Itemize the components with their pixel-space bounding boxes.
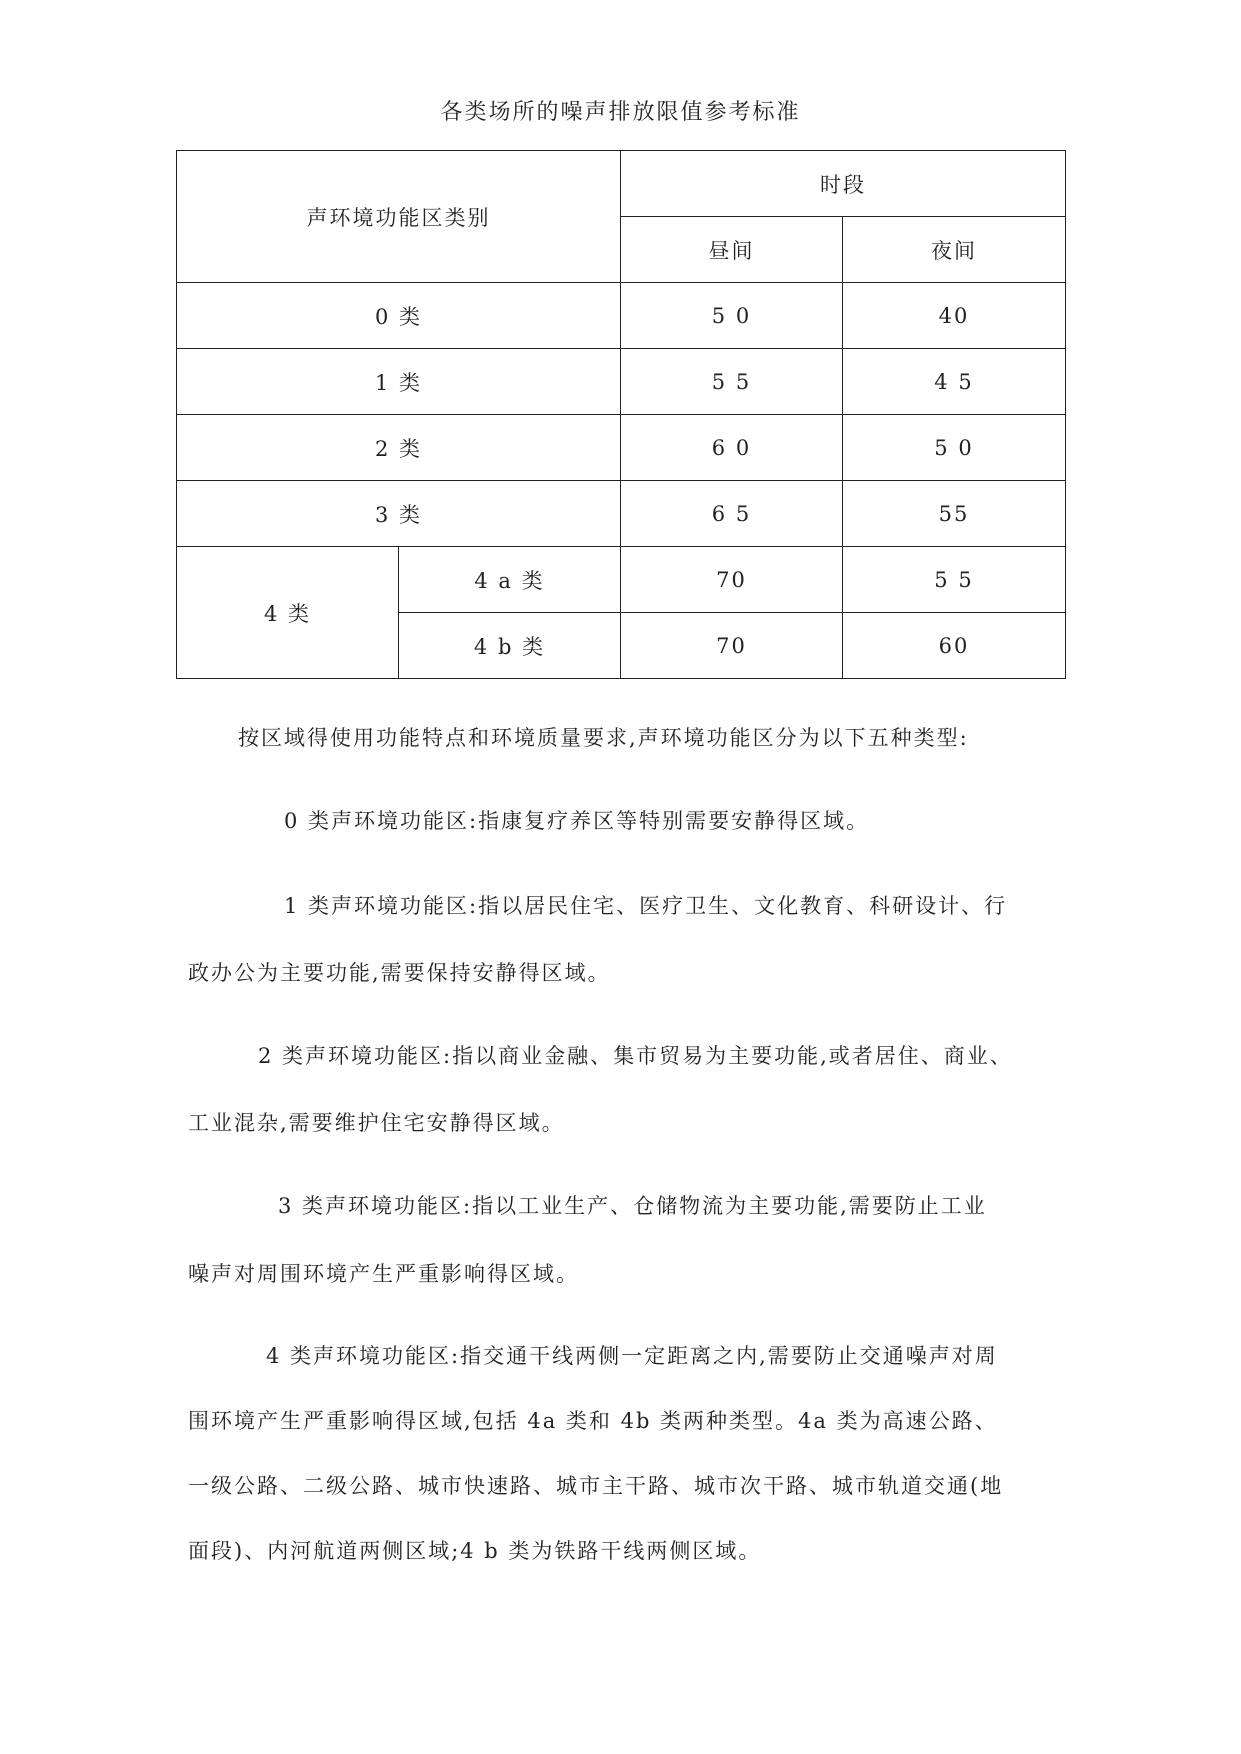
class-1-description-cont: 政办公为主要功能,需要保持安静得区域。 (188, 961, 611, 985)
table-row (177, 349, 1066, 415)
night-value-cell: 5 0 (843, 415, 1066, 481)
class-2-description-cont: 工业混杂,需要维护住宅安静得区域。 (188, 1111, 565, 1135)
day-value-cell: 70 (621, 613, 843, 679)
class-4-description-cont-1: 围环境产生严重影响得区域,包括 4a 类和 4b 类两种类型。4a 类为高速公路、 (188, 1409, 998, 1433)
day-value-cell: 6 5 (621, 481, 843, 547)
class-4-description-cont-2: 一级公路、二级公路、城市快速路、城市主干路、城市次干路、城市轨道交通(地 (188, 1474, 1004, 1498)
header-day-cell: 昼间 (621, 217, 843, 283)
day-value-cell: 70 (621, 547, 843, 613)
noise-limit-table (176, 150, 1066, 679)
day-value-cell: 5 0 (621, 283, 843, 349)
header-night-cell: 夜间 (843, 217, 1066, 283)
header-category-cell: 声环境功能区类别 (177, 151, 621, 283)
header-period-cell: 时段 (621, 151, 1066, 217)
table-row (177, 547, 1066, 613)
intro-paragraph: 按区域得使用功能特点和环境质量要求,声环境功能区分为以下五种类型: (238, 726, 969, 750)
table-row (177, 283, 1066, 349)
night-value-cell: 60 (843, 613, 1066, 679)
night-value-cell: 40 (843, 283, 1066, 349)
group-category-cell: 4 类 (177, 547, 399, 679)
day-value-cell: 6 0 (621, 415, 843, 481)
table-row (177, 481, 1066, 547)
day-value-cell: 5 5 (621, 349, 843, 415)
category-cell: 2 类 (177, 415, 621, 481)
class-4-description-cont-3: 面段)、内河航道两侧区域;4 b 类为铁路干线两侧区域。 (188, 1539, 762, 1563)
night-value-cell: 55 (843, 481, 1066, 547)
category-cell: 1 类 (177, 349, 621, 415)
class-3-description: 3 类声环境功能区:指以工业生产、仓储物流为主要功能,需要防止工业 (278, 1194, 987, 1218)
subcategory-cell: 4 a 类 (399, 547, 621, 613)
class-0-description: 0 类声环境功能区:指康复疗养区等特别需要安静得区域。 (284, 809, 870, 833)
class-4-description: 4 类声环境功能区:指交通干线两侧一定距离之内,需要防止交通噪声对周 (266, 1344, 998, 1368)
class-3-description-cont: 噪声对周围环境产生严重影响得区域。 (188, 1262, 579, 1286)
category-cell: 3 类 (177, 481, 621, 547)
category-cell: 0 类 (177, 283, 621, 349)
subcategory-cell: 4 b 类 (399, 613, 621, 679)
night-value-cell: 4 5 (843, 349, 1066, 415)
class-1-description: 1 类声环境功能区:指以居民住宅、医疗卫生、文化教育、科研设计、行 (284, 894, 1008, 918)
night-value-cell: 5 5 (843, 547, 1066, 613)
document-title: 各类场所的噪声排放限值参考标准 (440, 100, 801, 125)
table-header-row (177, 151, 1066, 217)
table-row (177, 415, 1066, 481)
class-2-description: 2 类声环境功能区:指以商业金融、集市贸易为主要功能,或者居住、商业、 (258, 1044, 1013, 1068)
